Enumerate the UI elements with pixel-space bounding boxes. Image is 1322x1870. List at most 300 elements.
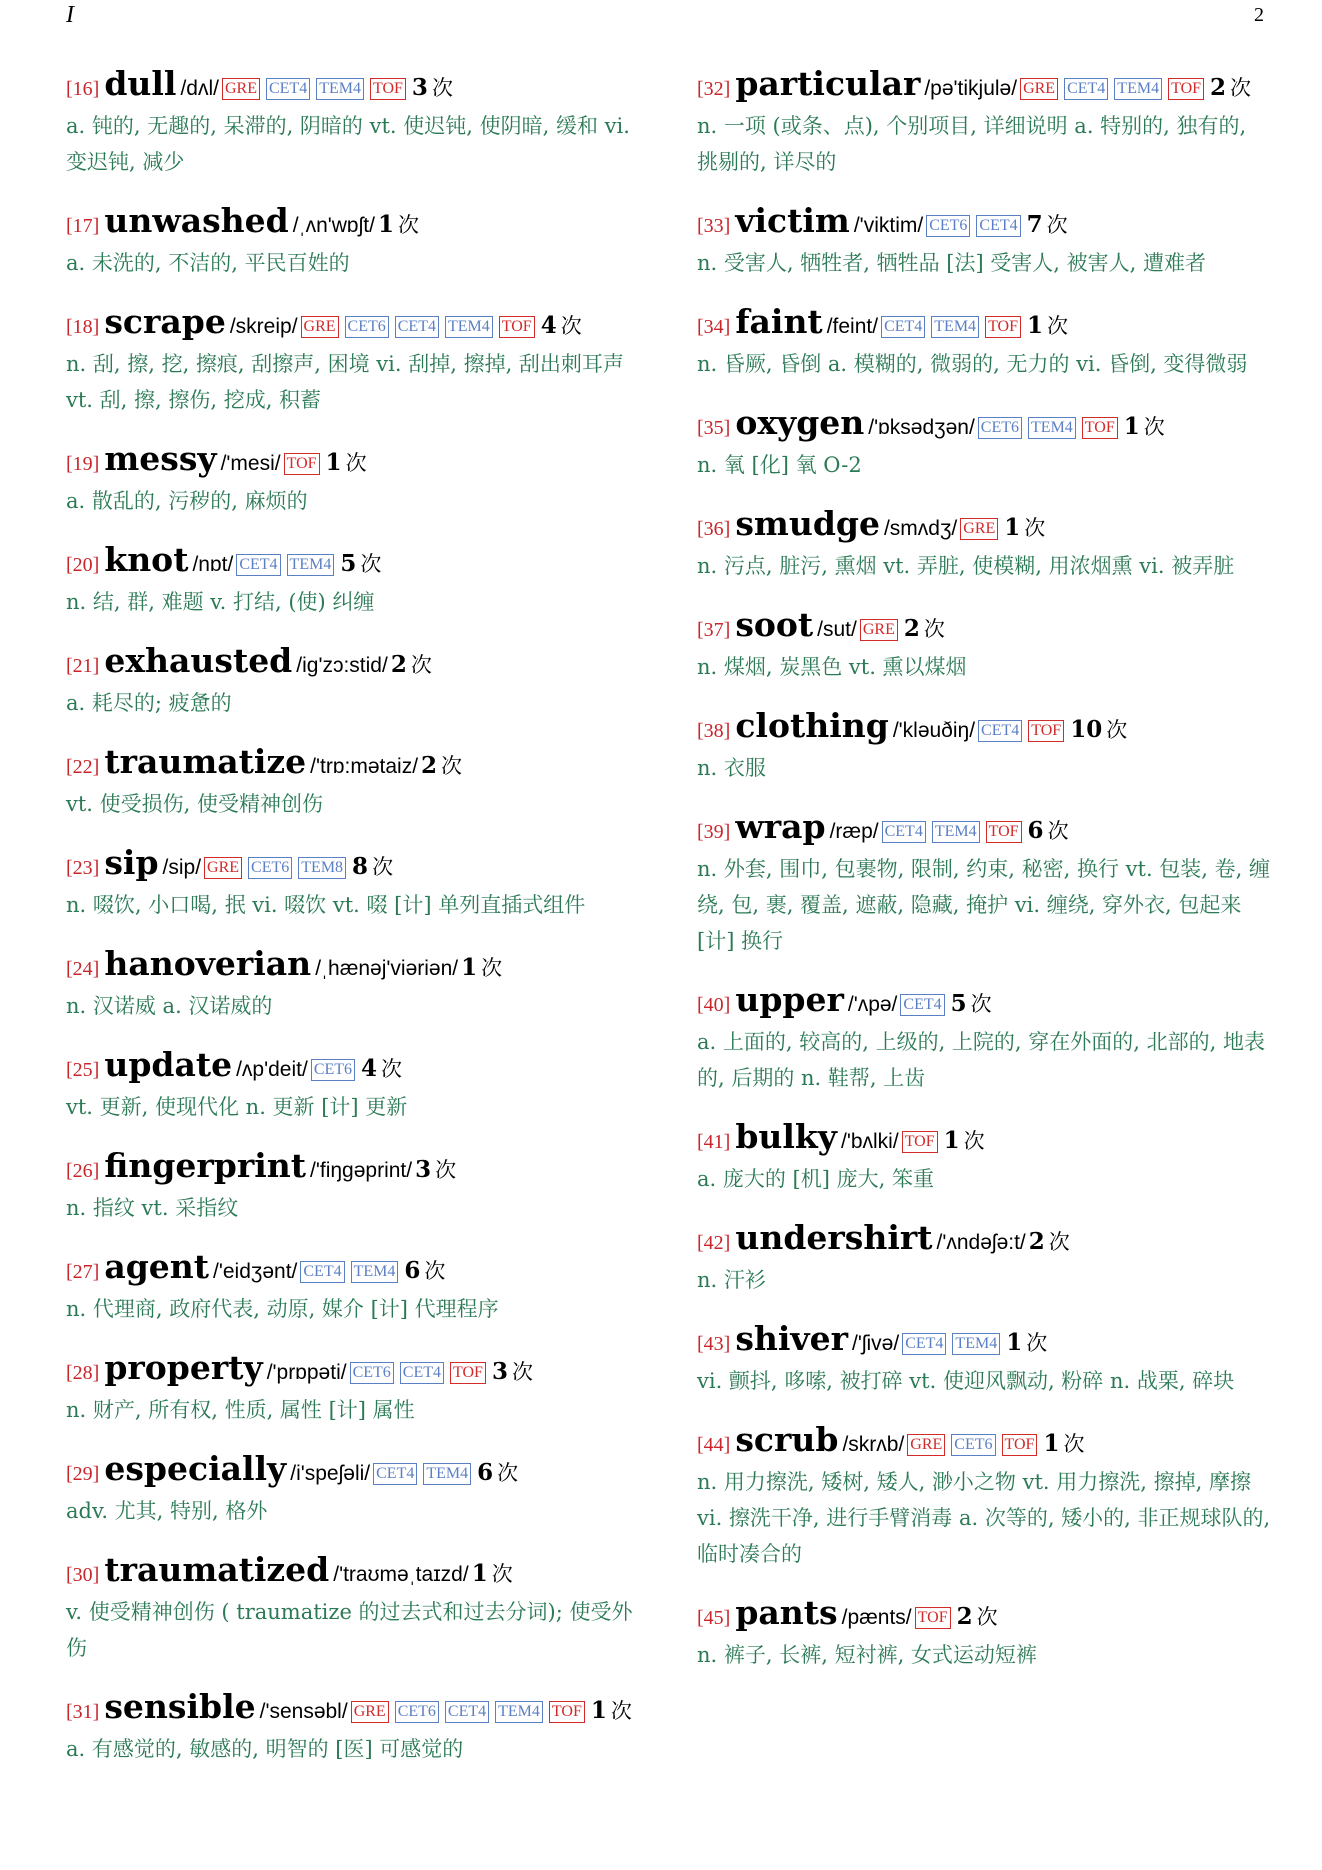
entry-index: [42] xyxy=(697,1232,731,1254)
right-column xyxy=(697,66,1273,1696)
entry-headline xyxy=(66,845,642,887)
entry-index: [16] xyxy=(66,78,100,100)
entry-headline xyxy=(697,1321,1273,1363)
headword: update xyxy=(104,1045,233,1084)
exam-tag-tof: TOF xyxy=(902,1131,938,1153)
exam-tag-gre: GRE xyxy=(907,1434,945,1456)
headword: exhausted xyxy=(104,641,293,680)
definition: a. 钝的, 无趣的, 呆滞的, 阴暗的 vt. 使迟钝, 使阴暗, 缓和 vi. 变迟钝, 减少 xyxy=(66,114,630,174)
headword: especially xyxy=(104,1449,287,1488)
definition: n. 财产, 所有权, 性质, 属性 [计] 属性 xyxy=(66,1398,415,1422)
headword: sip xyxy=(104,843,159,882)
definition: n. 污点, 脏污, 熏烟 vt. 弄脏, 使模糊, 用浓烟熏 vi. 被弄脏 xyxy=(697,554,1235,578)
exam-tag-cet4: CET4 xyxy=(236,554,280,576)
exam-tag-tem4: TEM4 xyxy=(351,1261,399,1283)
word-entry xyxy=(697,203,1273,281)
entry-index: [24] xyxy=(66,958,100,980)
occurrence-count: 2 xyxy=(903,615,920,642)
word-entry xyxy=(66,1689,642,1767)
entry-headline xyxy=(697,708,1273,750)
definition: a. 耗尽的; 疲惫的 xyxy=(66,691,232,715)
word-entry xyxy=(66,946,642,1024)
phonetic: /ˌʌn'wɒʃt/ xyxy=(292,214,375,237)
exam-tag-cet4: CET4 xyxy=(882,821,926,843)
phonetic: /nɒt/ xyxy=(192,553,234,576)
entry-headline xyxy=(697,66,1273,108)
phonetic: /ig'zɔ:stid/ xyxy=(296,654,388,677)
occurrence-count: 3 xyxy=(411,74,428,101)
occurrence-count: 5 xyxy=(340,550,357,577)
entry-headline xyxy=(697,1119,1273,1161)
definition: n. 受害人, 牺牲者, 牺牲品 [法] 受害人, 被害人, 遭难者 xyxy=(697,251,1207,275)
exam-tag-cet4: CET4 xyxy=(881,316,925,338)
phonetic: /'ʃivə/ xyxy=(852,1332,900,1355)
entry-headline xyxy=(66,946,642,988)
definition: n. 裤子, 长裤, 短衬裤, 女式运动短裤 xyxy=(697,1643,1037,1667)
exam-tag-tem4: TEM4 xyxy=(495,1701,543,1723)
exam-tag-cet4: CET4 xyxy=(978,720,1022,742)
entry-headline xyxy=(66,744,642,786)
occurrence-count: 1 xyxy=(590,1697,607,1724)
phonetic: /pænts/ xyxy=(841,1606,912,1629)
exam-tag-cet4: CET4 xyxy=(395,316,439,338)
count-unit: 次 xyxy=(424,1259,446,1283)
entry-headline xyxy=(66,643,642,685)
entry-index: [17] xyxy=(66,215,100,237)
exam-tag-gre: GRE xyxy=(1020,78,1058,100)
definition: n. 一项 (或条、点), 个别项目, 详细说明 a. 特别的, 独有的, 挑剔的, 详尽的 xyxy=(697,114,1247,174)
word-entry xyxy=(66,643,642,721)
entry-headline xyxy=(66,542,642,584)
occurrence-count: 6 xyxy=(404,1257,421,1284)
page-number: 2 xyxy=(1254,4,1264,26)
entry-headline xyxy=(697,203,1273,245)
headword: pants xyxy=(735,1593,838,1632)
exam-tag-tof: TOF xyxy=(986,821,1022,843)
word-entry xyxy=(66,1148,642,1226)
definition: n. 代理商, 政府代表, 动原, 媒介 [计] 代理程序 xyxy=(66,1297,499,1321)
word-entry xyxy=(66,1047,642,1125)
count-unit: 次 xyxy=(963,1129,985,1153)
count-unit: 次 xyxy=(345,451,367,475)
definition: n. 昏厥, 昏倒 a. 模糊的, 微弱的, 无力的 vi. 昏倒, 变得微弱 xyxy=(697,352,1248,376)
entry-headline xyxy=(66,1689,642,1731)
definition: n. 衣服 xyxy=(697,756,766,780)
word-entry xyxy=(697,809,1273,959)
exam-tag-tof: TOF xyxy=(370,78,406,100)
occurrence-count: 6 xyxy=(1027,817,1044,844)
definition: n. 结, 群, 难题 v. 打结, (使) 纠缠 xyxy=(66,590,375,614)
occurrence-count: 1 xyxy=(1006,1329,1023,1356)
phonetic: /'trɒ:mətaiz/ xyxy=(310,755,419,778)
count-unit: 次 xyxy=(1047,819,1069,843)
exam-tag-tof: TOF xyxy=(985,316,1021,338)
section-letter: I xyxy=(66,2,74,28)
definition: a. 未洗的, 不洁的, 平民百姓的 xyxy=(66,251,350,275)
exam-tag-cet4: CET4 xyxy=(373,1463,417,1485)
definition: n. 煤烟, 炭黑色 vt. 熏以煤烟 xyxy=(697,655,967,679)
exam-tag-tem4: TEM4 xyxy=(316,78,364,100)
headword: agent xyxy=(104,1247,210,1286)
phonetic: /'traʊməˌtaɪzd/ xyxy=(333,1563,469,1586)
occurrence-count: 1 xyxy=(471,1560,488,1587)
occurrence-count: 1 xyxy=(377,211,394,238)
exam-tag-tem4: TEM4 xyxy=(423,1463,471,1485)
entry-headline xyxy=(66,1451,642,1493)
phonetic: /sut/ xyxy=(817,618,857,641)
headword: hanoverian xyxy=(104,944,312,983)
headword: oxygen xyxy=(735,403,865,442)
exam-tag-tof: TOF xyxy=(1028,720,1064,742)
count-unit: 次 xyxy=(381,1057,403,1081)
exam-tag-tem4: TEM4 xyxy=(931,316,979,338)
phonetic: /sip/ xyxy=(162,856,202,879)
word-entry xyxy=(66,66,642,180)
exam-tag-gre: GRE xyxy=(204,857,242,879)
entry-headline xyxy=(697,982,1273,1024)
entry-headline xyxy=(697,607,1273,649)
exam-tag-cet4: CET4 xyxy=(900,994,944,1016)
entry-index: [18] xyxy=(66,316,100,338)
exam-tag-cet6: CET6 xyxy=(350,1362,394,1384)
entry-index: [21] xyxy=(66,655,100,677)
exam-tag-tof: TOF xyxy=(499,316,535,338)
entry-headline xyxy=(66,1148,642,1190)
word-entry xyxy=(697,506,1273,584)
exam-tag-tof: TOF xyxy=(549,1701,585,1723)
headword: bulky xyxy=(735,1117,837,1156)
count-unit: 次 xyxy=(1063,1432,1085,1456)
count-unit: 次 xyxy=(481,956,503,980)
phonetic: /skreip/ xyxy=(229,315,298,338)
headword: wrap xyxy=(735,807,826,846)
exam-tag-gre: GRE xyxy=(222,78,260,100)
occurrence-count: 2 xyxy=(390,651,407,678)
headword: traumatize xyxy=(104,742,307,781)
occurrence-count: 8 xyxy=(352,853,369,880)
count-unit: 次 xyxy=(360,552,382,576)
word-entry xyxy=(66,1249,642,1327)
headword: sensible xyxy=(104,1687,256,1726)
exam-tag-cet6: CET6 xyxy=(311,1059,355,1081)
exam-tag-tof: TOF xyxy=(1168,78,1204,100)
entry-index: [29] xyxy=(66,1463,100,1485)
word-entry xyxy=(697,304,1273,382)
exam-tag-tof: TOF xyxy=(915,1607,951,1629)
entry-headline xyxy=(697,1422,1273,1464)
exam-tag-tem8: TEM8 xyxy=(298,857,346,879)
occurrence-count: 2 xyxy=(1028,1228,1045,1255)
exam-tag-cet6: CET6 xyxy=(978,417,1022,439)
word-entry xyxy=(66,1552,642,1666)
phonetic: /'kləuðiŋ/ xyxy=(892,719,976,742)
entry-headline xyxy=(66,304,642,346)
occurrence-count: 1 xyxy=(325,449,342,476)
phonetic: /'ʌndəʃə:t/ xyxy=(936,1231,1026,1254)
count-unit: 次 xyxy=(511,1360,533,1384)
headword: victim xyxy=(735,201,850,240)
exam-tag-cet4: CET4 xyxy=(902,1333,946,1355)
phonetic: /pə'tikjulə/ xyxy=(924,77,1018,100)
headword: traumatized xyxy=(104,1550,330,1589)
exam-tag-cet4: CET4 xyxy=(266,78,310,100)
headword: soot xyxy=(735,605,814,644)
entry-headline xyxy=(697,809,1273,851)
entry-index: [41] xyxy=(697,1131,731,1153)
phonetic: /i'speʃəli/ xyxy=(290,1462,371,1485)
definition: vt. 使受损伤, 使受精神创伤 xyxy=(66,792,324,816)
occurrence-count: 4 xyxy=(361,1055,378,1082)
headword: shiver xyxy=(735,1319,848,1358)
entry-index: [45] xyxy=(697,1607,731,1629)
entry-headline xyxy=(697,1220,1273,1262)
occurrence-count: 1 xyxy=(1027,312,1044,339)
headword: particular xyxy=(735,64,921,103)
entry-index: [22] xyxy=(66,756,100,778)
entry-index: [27] xyxy=(66,1261,100,1283)
entry-index: [19] xyxy=(66,453,100,475)
headword: smudge xyxy=(735,504,880,543)
exam-tag-tem4: TEM4 xyxy=(952,1333,1000,1355)
word-entry xyxy=(697,66,1273,180)
count-unit: 次 xyxy=(410,653,432,677)
definition: a. 有感觉的, 敏感的, 明智的 [医] 可感觉的 xyxy=(66,1737,464,1761)
headword: scrub xyxy=(735,1420,839,1459)
headword: knot xyxy=(104,540,189,579)
entry-index: [30] xyxy=(66,1564,100,1586)
entry-headline xyxy=(697,1595,1273,1637)
definition: n. 用力擦洗, 矮树, 矮人, 渺小之物 vt. 用力擦洗, 擦掉, 摩擦 vi. 擦洗干净, 进行手臂消毒 a. 次等的, 矮小的, 非正规球队的, 临时凑合的 xyxy=(697,1470,1271,1566)
occurrence-count: 10 xyxy=(1070,716,1103,743)
entry-index: [35] xyxy=(697,417,731,439)
exam-tag-gre: GRE xyxy=(301,316,339,338)
count-unit: 次 xyxy=(372,855,394,879)
exam-tag-gre: GRE xyxy=(860,619,898,641)
occurrence-count: 1 xyxy=(1004,514,1021,541)
phonetic: /feint/ xyxy=(826,315,879,338)
page-header xyxy=(0,0,1322,40)
word-entry xyxy=(697,1220,1273,1298)
entry-headline xyxy=(66,1552,642,1594)
headword: upper xyxy=(735,980,844,1019)
definition: v. 使受精神创伤 ( traumatize 的过去式和过去分词); 使受外伤 xyxy=(66,1600,633,1660)
definition: n. 指纹 vt. 采指纹 xyxy=(66,1196,239,1220)
definition: vt. 更新, 使现代化 n. 更新 [计] 更新 xyxy=(66,1095,408,1119)
definition: vi. 颤抖, 哆嗦, 被打碎 vt. 使迎风飘动, 粉碎 n. 战栗, 碎块 xyxy=(697,1369,1235,1393)
count-unit: 次 xyxy=(923,617,945,641)
entry-index: [37] xyxy=(697,619,731,641)
occurrence-count: 1 xyxy=(461,954,478,981)
phonetic: /'fiŋgəprint/ xyxy=(310,1159,413,1182)
entry-index: [39] xyxy=(697,821,731,843)
exam-tag-tem4: TEM4 xyxy=(932,821,980,843)
headword: dull xyxy=(104,64,177,103)
exam-tag-cet6: CET6 xyxy=(395,1701,439,1723)
headword: messy xyxy=(104,439,217,478)
count-unit: 次 xyxy=(431,76,453,100)
word-entry xyxy=(697,1321,1273,1399)
entry-headline xyxy=(697,405,1273,447)
occurrence-count: 3 xyxy=(415,1156,432,1183)
entry-index: [43] xyxy=(697,1333,731,1355)
phonetic: /ʌp'deit/ xyxy=(236,1058,308,1081)
exam-tag-cet6: CET6 xyxy=(951,1434,995,1456)
word-entry xyxy=(697,1422,1273,1572)
entry-index: [44] xyxy=(697,1434,731,1456)
word-entry xyxy=(697,1595,1273,1673)
phonetic: /'viktim/ xyxy=(853,214,924,237)
phonetic: /smʌdʒ/ xyxy=(883,517,958,540)
entry-index: [20] xyxy=(66,554,100,576)
exam-tag-tem4: TEM4 xyxy=(287,554,335,576)
word-entry xyxy=(66,1350,642,1428)
entry-index: [33] xyxy=(697,215,731,237)
left-column xyxy=(66,66,642,1790)
definition: a. 上面的, 较高的, 上级的, 上院的, 穿在外面的, 北部的, 地表的, 后期的 n. 鞋帮, 上齿 xyxy=(697,1030,1265,1090)
entry-index: [26] xyxy=(66,1160,100,1182)
count-unit: 次 xyxy=(976,1605,998,1629)
phonetic: /ˌhænəj'viəriən/ xyxy=(315,957,459,980)
occurrence-count: 1 xyxy=(943,1127,960,1154)
phonetic: /'bʌlki/ xyxy=(840,1130,899,1153)
count-unit: 次 xyxy=(610,1699,632,1723)
exam-tag-cet4: CET4 xyxy=(300,1261,344,1283)
occurrence-count: 7 xyxy=(1026,211,1043,238)
count-unit: 次 xyxy=(435,1158,457,1182)
entry-index: [23] xyxy=(66,857,100,879)
exam-tag-cet6: CET6 xyxy=(345,316,389,338)
exam-tag-tof: TOF xyxy=(1002,1434,1038,1456)
exam-tag-tem4: TEM4 xyxy=(1114,78,1162,100)
exam-tag-tof: TOF xyxy=(284,453,320,475)
word-entry xyxy=(66,1451,642,1529)
count-unit: 次 xyxy=(1026,1331,1048,1355)
headword: scrape xyxy=(104,302,226,341)
phonetic: /'ʌpə/ xyxy=(847,993,898,1016)
definition: n. 汗衫 xyxy=(697,1268,766,1292)
entry-headline xyxy=(697,506,1273,548)
entry-index: [40] xyxy=(697,994,731,1016)
exam-tag-tem4: TEM4 xyxy=(1028,417,1076,439)
phonetic: /'sensəbl/ xyxy=(259,1700,348,1723)
entry-index: [25] xyxy=(66,1059,100,1081)
count-unit: 次 xyxy=(1047,314,1069,338)
headword: fingerprint xyxy=(104,1146,307,1185)
entry-index: [28] xyxy=(66,1362,100,1384)
definition: n. 外套, 围巾, 包裹物, 限制, 约束, 秘密, 换行 vt. 包装, 卷, 缠绕, 包, 裹, 覆盖, 遮蔽, 隐藏, 掩护 vi. 缠绕, 穿外衣, 包起来 [计] 换行 xyxy=(697,857,1271,953)
entry-headline xyxy=(66,203,642,245)
entry-index: [34] xyxy=(697,316,731,338)
exam-tag-cet4: CET4 xyxy=(1064,78,1108,100)
count-unit: 次 xyxy=(970,992,992,1016)
word-entry xyxy=(697,405,1273,483)
entry-headline xyxy=(66,441,642,483)
occurrence-count: 6 xyxy=(477,1459,494,1486)
occurrence-count: 4 xyxy=(540,312,557,339)
word-entry xyxy=(697,1119,1273,1197)
word-entry xyxy=(66,845,642,923)
exam-tag-tem4: TEM4 xyxy=(445,316,493,338)
occurrence-count: 2 xyxy=(1210,74,1227,101)
exam-tag-cet6: CET6 xyxy=(926,215,970,237)
phonetic: /dʌl/ xyxy=(180,77,219,100)
count-unit: 次 xyxy=(560,314,582,338)
definition: a. 庞大的 [机] 庞大, 笨重 xyxy=(697,1167,934,1191)
word-entry xyxy=(66,203,642,281)
definition: n. 刮, 擦, 挖, 擦痕, 刮擦声, 困境 vi. 刮掉, 擦掉, 刮出刺耳声 vt. 刮, 擦, 擦伤, 挖成, 积蓄 xyxy=(66,352,624,412)
count-unit: 次 xyxy=(441,754,463,778)
headword: clothing xyxy=(735,706,889,745)
count-unit: 次 xyxy=(1048,1230,1070,1254)
count-unit: 次 xyxy=(1230,76,1252,100)
occurrence-count: 1 xyxy=(1043,1430,1060,1457)
exam-tag-cet4: CET4 xyxy=(400,1362,444,1384)
headword: faint xyxy=(735,302,823,341)
occurrence-count: 3 xyxy=(491,1358,508,1385)
definition: n. 氧 [化] 氧 O-2 xyxy=(697,453,862,477)
exam-tag-tof: TOF xyxy=(450,1362,486,1384)
exam-tag-gre: GRE xyxy=(351,1701,389,1723)
phonetic: /'prɒpəti/ xyxy=(266,1361,347,1384)
entry-index: [38] xyxy=(697,720,731,742)
definition: n. 汉诺威 a. 汉诺威的 xyxy=(66,994,273,1018)
word-entry xyxy=(697,607,1273,685)
entry-headline xyxy=(66,1350,642,1392)
phonetic: /'mesi/ xyxy=(220,452,281,475)
occurrence-count: 1 xyxy=(1123,413,1140,440)
phonetic: /'eidʒənt/ xyxy=(213,1260,298,1283)
definition: a. 散乱的, 污秽的, 麻烦的 xyxy=(66,489,308,513)
phonetic: /skrʌb/ xyxy=(842,1433,905,1456)
headword: undershirt xyxy=(735,1218,933,1257)
count-unit: 次 xyxy=(491,1562,513,1586)
count-unit: 次 xyxy=(397,213,419,237)
definition: n. 啜饮, 小口喝, 抿 vi. 啜饮 vt. 啜 [计] 单列直插式组件 xyxy=(66,893,586,917)
headword: property xyxy=(104,1348,263,1387)
exam-tag-gre: GRE xyxy=(960,518,998,540)
word-entry xyxy=(697,708,1273,786)
phonetic: /ræp/ xyxy=(829,820,879,843)
word-entry xyxy=(66,304,642,418)
occurrence-count: 2 xyxy=(421,752,438,779)
phonetic: /'ɒksədʒən/ xyxy=(868,416,975,439)
word-entry xyxy=(66,744,642,822)
entry-headline xyxy=(66,1249,642,1291)
exam-tag-tof: TOF xyxy=(1082,417,1118,439)
word-entry xyxy=(697,982,1273,1096)
entry-headline xyxy=(66,1047,642,1089)
exam-tag-cet4: CET4 xyxy=(445,1701,489,1723)
exam-tag-cet6: CET6 xyxy=(248,857,292,879)
word-entry xyxy=(66,542,642,620)
occurrence-count: 2 xyxy=(956,1603,973,1630)
exam-tag-cet4: CET4 xyxy=(976,215,1020,237)
headword: unwashed xyxy=(104,201,289,240)
count-unit: 次 xyxy=(1024,516,1046,540)
entry-headline xyxy=(66,66,642,108)
definition: adv. 尤其, 特别, 格外 xyxy=(66,1499,268,1523)
occurrence-count: 5 xyxy=(950,990,967,1017)
entry-headline xyxy=(697,304,1273,346)
count-unit: 次 xyxy=(1046,213,1068,237)
entry-index: [31] xyxy=(66,1701,100,1723)
count-unit: 次 xyxy=(1106,718,1128,742)
entry-index: [36] xyxy=(697,518,731,540)
count-unit: 次 xyxy=(497,1461,519,1485)
entry-index: [32] xyxy=(697,78,731,100)
count-unit: 次 xyxy=(1143,415,1165,439)
word-entry xyxy=(66,441,642,519)
